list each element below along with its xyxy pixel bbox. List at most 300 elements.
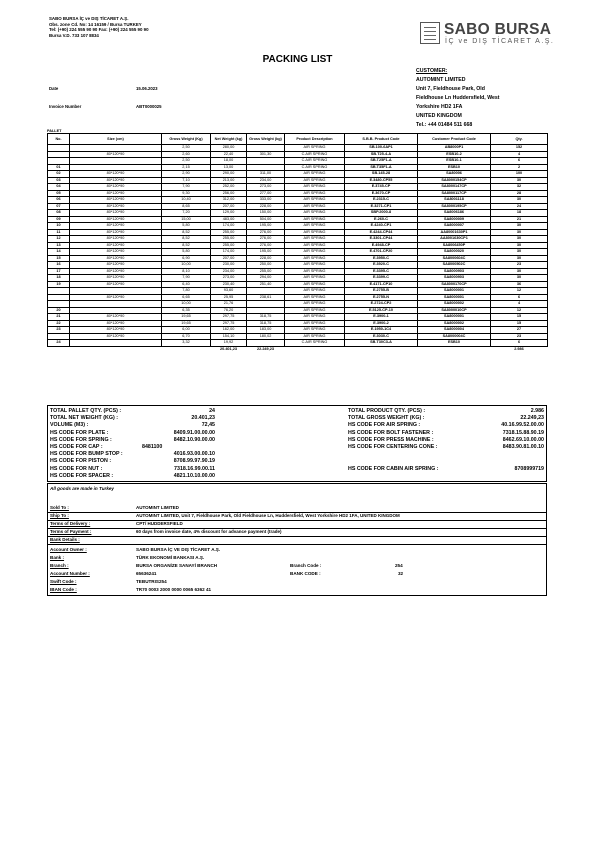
table-cell: 6 (491, 340, 548, 347)
table-cell: 18 (48, 275, 70, 282)
table-cell: 12 (491, 307, 548, 314)
table-cell: 195,00 (247, 249, 285, 256)
consignee-line: Tel.: +44 01484 511 668 (416, 122, 473, 128)
divider (47, 520, 547, 521)
table-cell: 24 (491, 203, 548, 210)
table-cell: 80*120*90 (70, 171, 162, 178)
total-cell: 2.986 (514, 346, 524, 351)
table-cell: 30 (491, 249, 548, 256)
table-cell: 25,95 (211, 294, 247, 301)
table-cell: 10,00 (162, 262, 211, 269)
table-cell: 8,10 (162, 268, 211, 275)
col-header: S.B.B. Product Code (345, 134, 418, 145)
table-cell: E.3745-CP (345, 184, 418, 191)
table-cell: SA80006 (418, 171, 491, 178)
table-cell: 255,00 (211, 236, 247, 243)
divider (47, 536, 547, 537)
table-cell: 312,00 (211, 197, 247, 204)
term-label: Terms of Delivery : (50, 521, 91, 526)
table-cell: SB.145-28 (345, 171, 418, 178)
table-cell: SA8000004 (418, 327, 491, 334)
empty-cell (285, 346, 345, 352)
table-cell: 30 (491, 268, 548, 275)
table-cell: 276,00 (247, 229, 285, 236)
table-cell: E.2755-N (345, 294, 418, 301)
table-cell: 19,65 (162, 314, 211, 321)
table-cell: 10 (48, 223, 70, 230)
table-cell: AIR SPRING (285, 288, 345, 295)
table-cell: 80*120*90 (70, 151, 162, 158)
table-cell: 273,00 (247, 184, 285, 191)
table-cell: 22,40 (211, 151, 247, 158)
table-cell: 80*120*90 (70, 229, 162, 236)
table-cell: 207,00 (211, 203, 247, 210)
table-cell: E.4171-CP10 (345, 281, 418, 288)
total-label: TOTAL PALLET QTY. (PCS) : (50, 408, 122, 414)
table-cell: 23 (491, 333, 548, 340)
iban-value: TR70 0003 2000 0000 0065 6362 41 (136, 587, 212, 592)
bank-code-value: 32 (398, 571, 404, 576)
total-value: 4016.93.00.00.10 (173, 451, 215, 458)
table-cell: 6,65 (162, 294, 211, 301)
col-header: Gross Weight (kg) (247, 134, 285, 145)
table-cell: 504,00 (247, 216, 285, 223)
total-value: 8481100 (142, 444, 163, 450)
table-cell: 80*120*90 (70, 203, 162, 210)
total-label: HS CODE FOR PISTON : (50, 458, 112, 465)
table-cell: 04 (48, 184, 70, 191)
total-label: HS CODE FOR NUT : (50, 465, 103, 472)
totals-box (47, 405, 547, 482)
table-cell: 100 (491, 171, 548, 178)
table-cell: 19,92 (211, 340, 247, 347)
table-cell: 30 (491, 223, 548, 230)
table-cell: 30 (491, 275, 548, 282)
table-cell: 36 (491, 281, 548, 288)
table-cell: AIR SPRING (285, 327, 345, 334)
table-cell: 228,00 (247, 255, 285, 262)
table-cell: AIR SPRING (285, 301, 345, 308)
total-label: HS CODE FOR BUMP STOP : (50, 451, 123, 458)
table-cell: 180,02 (247, 333, 285, 340)
empty-cell (70, 346, 162, 352)
table-cell: C.AIR SPRING (285, 158, 345, 165)
table-cell: 297,75 (211, 314, 247, 321)
empty-cell (418, 346, 491, 352)
total-label: HS CODE FOR AIR SPRING : (348, 422, 421, 429)
table-cell: C.AIR SPRING (285, 151, 345, 158)
table-cell: SA8000020 (418, 249, 491, 256)
table-cell: 230,40 (211, 281, 247, 288)
consignee-line: Unit 7, Fieldhouse Park, Old (416, 86, 485, 92)
company-phone: Tel: (+90) 224 555 90 90 Fax: (+90) 224 555 90 90 (49, 27, 149, 33)
col-header: Size (cm) (70, 134, 162, 145)
table-cell: AIR SPRING (285, 314, 345, 321)
table-cell: AIR SPRING (285, 216, 345, 223)
table-cell: 23 (491, 262, 548, 269)
table-cell: 6,35 (162, 307, 211, 314)
table-cell: E.3301-CP44 (345, 236, 418, 243)
table-cell: E.3900-1 (345, 314, 418, 321)
table-cell: AIR SPRING (285, 268, 345, 275)
total-value: 7318.15.88.90.19 (502, 429, 544, 436)
table-cell: 80*120*90 (70, 236, 162, 243)
table-cell: SA8000117CP (418, 190, 491, 197)
table-cell: 5,80 (162, 249, 211, 256)
table-cell: 80*120*90 (70, 184, 162, 191)
col-header: Net Weight (kg) (211, 134, 247, 145)
table-cell: 250,00 (247, 262, 285, 269)
table-cell: E.4701-CP20 (345, 249, 418, 256)
table-cell: E.3950-C (345, 255, 418, 262)
table-cell: 8,52 (162, 236, 211, 243)
table-cell: SA8000001 (418, 288, 491, 295)
pallet-label: PALLET (47, 129, 62, 133)
table-cell: E.3900-2 (345, 320, 418, 327)
table-cell: 20 (48, 307, 70, 314)
company-tax: Bursa V.D. 733 107 8834 (49, 32, 99, 38)
table-cell: 80*120*90 (70, 275, 162, 282)
invoice-number-value: ABT0000025 (136, 104, 162, 109)
table-cell: 174,00 (211, 249, 247, 256)
table-cell: E.260-C (345, 216, 418, 223)
account-number-value: 65636241 (136, 571, 157, 576)
table-cell: SA8000009 (418, 216, 491, 223)
table-cell: 14 (48, 249, 70, 256)
table-cell: 333,00 (247, 197, 285, 204)
total-label: TOTAL PRODUCT QTY. (PCS) : (348, 408, 426, 414)
table-cell: SB.T30C3-A (345, 340, 418, 347)
table-cell: 17 (48, 268, 70, 275)
table-cell: SA8000004C (418, 333, 491, 340)
iban-label: IBAN Code : (50, 587, 77, 592)
total-label: HS CODE FOR BOLT FASTENER : (348, 429, 434, 436)
total-value: 8462.69.10.00.00 (502, 436, 544, 443)
total-label: VOLUME (M3) : (50, 422, 89, 429)
term-label: Sold To : (50, 505, 69, 510)
table-cell: 273,00 (211, 275, 247, 282)
table-cell: 230,00 (211, 262, 247, 269)
company-address: Obs. zone Cd. No: 14 16159 / Bursa TURKEY (49, 21, 142, 27)
table-cell: E.3271-CP1 (345, 203, 418, 210)
table-cell: SA8000147CP (418, 184, 491, 191)
table-cell: AIR SPRING (285, 177, 345, 184)
table-cell: AIR SPRING (285, 294, 345, 301)
total-value: 72,45 (201, 422, 215, 429)
table-cell: SA8000001 (418, 314, 491, 321)
table-cell: 23 (48, 327, 70, 334)
table-cell: 207,00 (211, 255, 247, 262)
branch-code-value: 254 (395, 563, 403, 568)
table-cell: E.5125-CP-10 (345, 307, 418, 314)
table-cell: AA8001630CP1 (418, 236, 491, 243)
total-value: 40.16.99.52.00.00 (501, 422, 544, 429)
table-cell: SA8000002 (418, 320, 491, 327)
table-cell: SA8006450P (418, 242, 491, 249)
table-cell: AIR SPRING (285, 223, 345, 230)
table-cell: 32 (491, 184, 548, 191)
table-cell: SB.100-6AP1 (345, 145, 418, 152)
table-cell: 19,65 (162, 320, 211, 327)
table-cell: 6,70 (162, 333, 211, 340)
table-cell: 255,00 (211, 242, 247, 249)
terms-box (47, 483, 547, 596)
table-cell: 152 (491, 145, 548, 152)
total-value: 2.986 (530, 408, 544, 414)
consignee-line: UNITED KINGDOM (416, 113, 462, 119)
table-cell: 256,00 (211, 190, 247, 197)
total-label: HS CODE FOR CENTERING CONE : (348, 444, 438, 450)
total-value: 20.401,23 (191, 415, 215, 422)
table-cell: E.3670-CP (345, 190, 418, 197)
table-cell: SA8000002 (418, 301, 491, 308)
table-cell: 6,40 (162, 281, 211, 288)
swift-label: Swift Code : (50, 579, 77, 584)
table-cell: E.4244-CP44 (345, 229, 418, 236)
table-cell: 11 (48, 229, 70, 236)
table-cell: 19 (48, 281, 70, 288)
table-cell: 80*120*90 (70, 320, 162, 327)
table-cell: 234,00 (211, 268, 247, 275)
table-cell: 13 (48, 242, 70, 249)
col-header: No. (48, 134, 70, 145)
origin-note: All goods are made in Turkey (50, 486, 114, 491)
table-cell: AA80001630P1 (418, 229, 491, 236)
table-cell: AIR SPRING (285, 203, 345, 210)
table-cell: SA8000001 (418, 294, 491, 301)
account-owner-label: Account Owner : (50, 547, 87, 552)
table-cell: 06 (48, 197, 70, 204)
table-cell: 76,20 (211, 307, 247, 314)
date-value: 15.06.2023 (136, 86, 158, 91)
date-label: Date (49, 86, 59, 91)
table-cell: AIR SPRING (285, 320, 345, 327)
consignee-line: AUTOMINT LIMITED (416, 77, 466, 83)
total-value: 24 (209, 408, 215, 414)
table-cell: 6 (491, 158, 548, 165)
total-label: HS CODE FOR SPACER : (50, 472, 114, 479)
table-cell: AIR SPRING (285, 236, 345, 243)
table-cell: 252,00 (211, 184, 247, 191)
table-cell: 13,00 (211, 164, 247, 171)
table-cell: 228,00 (247, 203, 285, 210)
table-cell: 154,10 (211, 333, 247, 340)
table-header-row (48, 134, 548, 145)
empty-cell (48, 346, 70, 352)
table-cell: 7,20 (162, 210, 211, 217)
table-cell: SB.T25F1-A (345, 158, 418, 165)
bank-value: TÜRK EKONOMİ BANKASI A.Ş. (136, 555, 205, 560)
table-cell: 150,00 (247, 210, 285, 217)
table-cell: 15,00 (162, 216, 211, 223)
consignee-label: CUSTOMER: (416, 68, 448, 74)
table-cell: 276,00 (247, 236, 285, 243)
logo-text: SABO BURSA (444, 21, 552, 38)
table-cell: AIR SPRING (285, 333, 345, 340)
table-cell: 255,00 (247, 268, 285, 275)
table-cell: AIR SPRING (285, 262, 345, 269)
table-cell: E.1950-1C4 (345, 327, 418, 334)
table-cell: 183,00 (247, 327, 285, 334)
table-cell: 8,52 (162, 229, 211, 236)
table-cell: 12 (491, 288, 548, 295)
table-cell: 6 (491, 294, 548, 301)
table-cell: ESB10 (418, 164, 491, 171)
total-label: TOTAL NET WEIGHT (KG) : (50, 415, 118, 422)
table-cell: SA8000154CP (418, 177, 491, 184)
table-cell: 318,75 (247, 320, 285, 327)
table-cell: 162,00 (211, 327, 247, 334)
table-cell: 4 (491, 301, 548, 308)
table-cell: 80*120*90 (70, 197, 162, 204)
table-cell: 80*120*90 (70, 327, 162, 334)
table-cell: 03 (48, 177, 70, 184)
swift-value: TEBUTRIS254 (136, 579, 167, 584)
table-cell: 255,00 (211, 229, 247, 236)
divider (47, 544, 547, 545)
logo-subtext: İÇ ve DIŞ TİCARET A.Ş. (445, 38, 555, 45)
table-cell: 294,00 (247, 275, 285, 282)
branch-code-label: Branch Code : (290, 563, 322, 568)
table-cell: 30 (491, 255, 548, 262)
table-cell: SA8000195CP (418, 203, 491, 210)
consignee-line: Fieldhouse Ln Huddersfield, West (416, 95, 500, 101)
table-cell: 15 (491, 314, 548, 321)
table-cell: 16 (48, 262, 70, 269)
table-cell: AIR SPRING (285, 275, 345, 282)
table-cell: 276,00 (247, 242, 285, 249)
packing-table (47, 133, 548, 352)
table-cell: E.3030-C (345, 333, 418, 340)
table-cell: AIR SPRING (285, 171, 345, 178)
table-cell: 80*120*90 (70, 190, 162, 197)
table-cell: ESB10 (418, 340, 491, 347)
table-cell: 22 (48, 320, 70, 327)
table-cell: 27 (491, 327, 548, 334)
consignee-line: Yorkshire HD2 1FA (416, 104, 463, 110)
total-label: HS CODE FOR CABIN AIR SPRING : (348, 466, 439, 472)
table-cell: 483,00 (211, 216, 247, 223)
table-cell: 07 (48, 203, 70, 210)
table-cell: 7,90 (162, 184, 211, 191)
table-cell: AIR SPRING (285, 242, 345, 249)
table-cell: 18,00 (211, 158, 247, 165)
table-cell: 12 (48, 236, 70, 243)
total-label: HS CODE FOR SPRING : (50, 436, 112, 443)
total-label: HS CODE FOR CAP : (50, 444, 103, 450)
table-cell: 21 (491, 216, 548, 223)
table-cell: AIR SPRING (285, 229, 345, 236)
col-header: Qty. (491, 134, 548, 145)
table-cell: SBP.2000-8 (345, 210, 418, 217)
account-number-label: Account Number : (50, 571, 90, 576)
table-cell: 10,00 (162, 301, 211, 308)
table-cell: 93,60 (211, 288, 247, 295)
table-cell: 290,00 (211, 171, 247, 178)
table-cell: 80*120*90 (70, 223, 162, 230)
table-cell: 80*120*90 (70, 294, 162, 301)
table-cell: E.3399-C (345, 275, 418, 282)
table-cell: 129,00 (211, 210, 247, 217)
total-value: 8483.90.81.00.10 (502, 444, 544, 450)
bank-label: Bank : (50, 555, 65, 560)
total-cell: 20.401,23 (220, 346, 237, 351)
table-cell: E.2755-B (345, 288, 418, 295)
table-cell: 02 (48, 171, 70, 178)
table-cell: E.3920-C (345, 262, 418, 269)
table-cell: 2,90 (162, 171, 211, 178)
term-value: AUTOMINT LIMITED (136, 505, 179, 510)
table-cell: AIR SPRING (285, 281, 345, 288)
table-cell: 238,61 (247, 294, 285, 301)
table-cell: 5,80 (162, 223, 211, 230)
table-cell: AIR SPRING (285, 190, 345, 197)
table-cell: 05 (48, 190, 70, 197)
table-cell: 3,32 (162, 340, 211, 347)
total-cell: 22.249,23 (257, 346, 274, 351)
table-cell: 7,80 (162, 288, 211, 295)
table-cell: 21 (48, 314, 70, 321)
table-cell: SA8000007 (418, 223, 491, 230)
table-cell: 6,00 (162, 327, 211, 334)
table-cell: E.3480-CP55 (345, 177, 418, 184)
table-cell: 80*120*90 (70, 177, 162, 184)
total-value: 8409.91.00.00.00 (173, 429, 215, 436)
table-cell: 213,00 (211, 177, 247, 184)
table-totals-row (48, 346, 548, 352)
table-cell: 234,00 (247, 177, 285, 184)
consignee-block (416, 67, 500, 130)
total-value: 8708.99.97.90.19 (173, 458, 215, 465)
table-cell: 2,50 (162, 145, 211, 152)
table-cell: 311,00 (247, 171, 285, 178)
logo-mark-icon (420, 22, 440, 44)
empty-cell (162, 346, 211, 352)
total-value: 4821.10.10.00.00 (173, 472, 215, 479)
invoice-number-label: Invoice Number (49, 104, 82, 109)
total-label: TOTAL GROSS WEIGHT (KG) : (348, 415, 425, 422)
empty-cell (345, 346, 418, 352)
table-cell: 6,90 (162, 255, 211, 262)
table-cell: C.AIR SPRING (285, 164, 345, 171)
col-header: Gross Weight (Kg) (162, 134, 211, 145)
table-cell: SA8000903 (418, 268, 491, 275)
term-value: CPT/ HUDDERSFIELD (136, 521, 183, 526)
table-cell: 195,00 (247, 223, 285, 230)
table-cell: 80*120*90 (70, 268, 162, 275)
table-cell: E.3395-C (345, 268, 418, 275)
total-value: 22.249,23 (520, 415, 544, 422)
table-cell: 10,40 (162, 197, 211, 204)
table-cell: 30 (491, 236, 548, 243)
table-cell: 80*120*90 (70, 249, 162, 256)
table-cell: 2,50 (162, 158, 211, 165)
table-cell: 7,90 (162, 275, 211, 282)
table-cell: 251,40 (247, 281, 285, 288)
table-cell: 7,10 (162, 177, 211, 184)
table-cell: SA8000010CP (418, 307, 491, 314)
table-cell: 4 (491, 151, 548, 158)
bank-code-label: BANK CODE : (290, 571, 321, 576)
table-cell: 30 (491, 242, 548, 249)
table-cell: 09 (48, 216, 70, 223)
table-cell: AIR SPRING (285, 210, 345, 217)
table-cell: 18 (491, 210, 548, 217)
table-cell: AIR SPRING (285, 197, 345, 204)
divider (47, 528, 547, 529)
company-address-block (49, 16, 149, 38)
table-cell: 174,00 (211, 223, 247, 230)
